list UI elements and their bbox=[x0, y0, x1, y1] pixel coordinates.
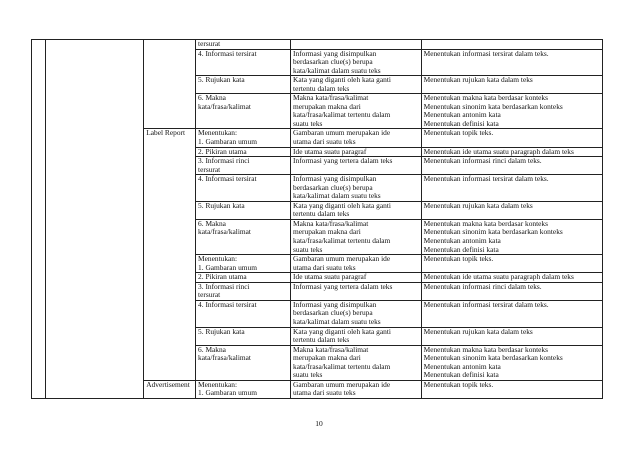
material-line: Informasi yang disimpulkan bbox=[293, 300, 377, 309]
description-cell bbox=[421, 40, 602, 50]
material-cell bbox=[291, 76, 422, 94]
description-line: Menentukan sinonim kata berdasarkan konteks bbox=[423, 353, 563, 363]
material-cell bbox=[291, 282, 422, 300]
material-cell bbox=[291, 345, 422, 380]
description-line: Menentukan informasi rinci dalam teks. bbox=[423, 156, 542, 166]
material-line: Gambaran umum merupakan ide bbox=[293, 380, 391, 389]
material-cell bbox=[291, 327, 422, 345]
description-line: Menentukan ide utama suatu paragraph dalam teks bbox=[423, 272, 574, 282]
description-cell bbox=[421, 175, 602, 202]
material-cell bbox=[291, 49, 422, 76]
indicator-line: 3. Informasi rinci bbox=[198, 282, 250, 291]
material-line: Informasi yang tertera dalam teks bbox=[293, 156, 393, 166]
material-cell bbox=[291, 201, 422, 219]
competency-column-cell bbox=[46, 40, 144, 399]
indicator-line: Menentukan: bbox=[198, 380, 238, 389]
indicator-cell bbox=[196, 255, 291, 273]
indicator-cell bbox=[196, 129, 291, 147]
indicator-cell bbox=[196, 380, 291, 398]
material-line: Kata yang diganti oleh kata ganti bbox=[293, 327, 391, 336]
description-cell bbox=[421, 327, 602, 345]
description-cell bbox=[421, 129, 602, 147]
indicator-line: 2. Pikiran utama bbox=[198, 272, 247, 282]
indicator-line: 5. Rujukan kata bbox=[198, 327, 245, 336]
description-line: Menentukan definisi kata bbox=[423, 370, 499, 380]
description-cell bbox=[421, 201, 602, 219]
description-cell bbox=[421, 282, 602, 300]
indicator-line: 6. Makna bbox=[198, 93, 226, 103]
material-cell bbox=[291, 300, 422, 327]
description-line: Menentukan makna kata berdasar konteks bbox=[423, 93, 548, 103]
description-cell bbox=[421, 380, 602, 398]
material-line: Kata yang diganti oleh kata ganti bbox=[293, 201, 391, 210]
description-line: Menentukan informasi tersirat dalam teks. bbox=[423, 174, 549, 184]
indicator-cell bbox=[196, 201, 291, 219]
material-line: merupakan makna dari bbox=[293, 353, 361, 363]
description-line: Menentukan makna kata berdasar konteks bbox=[423, 219, 548, 228]
indicator-cell bbox=[196, 345, 291, 380]
indicator-line: kata/frasa/kalimat bbox=[198, 101, 251, 111]
indicator-cell bbox=[196, 282, 291, 300]
material-cell bbox=[291, 40, 422, 50]
description-cell bbox=[421, 255, 602, 273]
indicator-line: 4. Informasi tersirat bbox=[198, 174, 257, 184]
material-line: Informasi yang tertera dalam teks bbox=[293, 282, 393, 291]
description-cell bbox=[421, 157, 602, 175]
description-line: Menentukan informasi tersirat dalam teks. bbox=[423, 49, 549, 58]
competency-table bbox=[31, 39, 603, 399]
material-line: kata/frasa/kalimat tertentu dalam bbox=[293, 110, 391, 120]
indicator-line: tersurat bbox=[198, 290, 221, 300]
indicator-line: tersurat bbox=[198, 39, 221, 48]
description-cell bbox=[421, 76, 602, 94]
indicator-line: kata/frasa/kalimat bbox=[198, 353, 251, 363]
material-line: kata/frasa/kalimat tertentu dalam bbox=[293, 236, 391, 246]
description-cell bbox=[421, 219, 602, 254]
indicator-line: 3. Informasi rinci bbox=[198, 156, 250, 166]
indicator-line: 1. Gambaran umum bbox=[198, 388, 257, 398]
material-cell bbox=[291, 147, 422, 157]
description-cell bbox=[421, 94, 602, 129]
material-line: Ide utama suatu paragraf bbox=[293, 147, 367, 156]
description-line: Menentukan antonim kata bbox=[423, 236, 501, 246]
description-line: Menentukan antonim kata bbox=[423, 361, 501, 371]
indicator-line: 4. Informasi tersirat bbox=[198, 49, 257, 58]
material-cell bbox=[291, 94, 422, 129]
description-line: Menentukan rujukan kata dalam teks bbox=[423, 201, 533, 210]
material-line: kata/kalimat dalam suatu teks bbox=[293, 316, 381, 326]
description-line: Menentukan sinonim kata berdasarkan konteks bbox=[423, 101, 563, 111]
material-line: tertentu dalam teks bbox=[293, 83, 350, 93]
description-cell bbox=[421, 49, 602, 76]
material-line: berdasarkan clue(s) berupa bbox=[293, 57, 373, 67]
table-body bbox=[32, 40, 603, 399]
material-line: Informasi yang disimpulkan bbox=[293, 49, 377, 58]
indicator-cell bbox=[196, 147, 291, 157]
description-line: Menentukan informasi tersirat dalam teks. bbox=[423, 300, 549, 309]
indicator-cell bbox=[196, 327, 291, 345]
indicator-line: 5. Rujukan kata bbox=[198, 201, 245, 210]
material-line: Ide utama suatu paragraf bbox=[293, 272, 367, 282]
material-line: Makna kata/frasa/kalimat bbox=[293, 345, 369, 354]
indicator-line: 2. Pikiran utama bbox=[198, 147, 247, 156]
description-line: Menentukan sinonim kata berdasarkan konteks bbox=[423, 227, 563, 237]
material-line: Makna kata/frasa/kalimat bbox=[293, 93, 369, 103]
description-line: Menentukan definisi kata bbox=[423, 118, 499, 128]
indicator-cell bbox=[196, 300, 291, 327]
indicator-cell bbox=[196, 94, 291, 129]
material-line: Kata yang diganti oleh kata ganti bbox=[293, 75, 391, 85]
description-line: Menentukan topik teks. bbox=[423, 254, 494, 264]
material-cell bbox=[291, 219, 422, 254]
indicator-cell bbox=[196, 76, 291, 94]
description-line: Menentukan ide utama suatu paragraph dalam teks bbox=[423, 147, 574, 156]
material-line: kata/kalimat dalam suatu teks bbox=[293, 191, 381, 201]
material-line: merupakan makna dari bbox=[293, 227, 361, 237]
text-type-cell: Label Report bbox=[144, 129, 196, 380]
indicator-cell bbox=[196, 175, 291, 202]
page-number: 10 bbox=[315, 419, 323, 428]
indicator-line: kata/frasa/kalimat bbox=[198, 227, 251, 237]
indicator-line: 1. Gambaran umum bbox=[198, 262, 257, 272]
indicator-line: Menentukan: bbox=[198, 128, 238, 138]
material-line: merupakan makna dari bbox=[293, 101, 361, 111]
description-line: Menentukan makna kata berdasar konteks bbox=[423, 345, 548, 354]
material-line: Gambaran umum merupakan ide bbox=[293, 254, 391, 264]
description-cell bbox=[421, 345, 602, 380]
description-cell bbox=[421, 300, 602, 327]
indicator-line: 1. Gambaran umum bbox=[198, 137, 257, 147]
indicator-line: 6. Makna bbox=[198, 219, 226, 228]
indicator-cell bbox=[196, 273, 291, 283]
text-type-cell bbox=[144, 40, 196, 129]
material-cell bbox=[291, 175, 422, 202]
material-line: suatu teks bbox=[293, 370, 323, 380]
description-line: Menentukan informasi rinci dalam teks. bbox=[423, 282, 542, 291]
material-line: berdasarkan clue(s) berupa bbox=[293, 182, 373, 192]
description-line: Menentukan antonim kata bbox=[423, 110, 501, 120]
description-line: Menentukan rujukan kata dalam teks bbox=[423, 75, 533, 85]
material-line: tertentu dalam teks bbox=[293, 209, 350, 219]
description-line: Menentukan rujukan kata dalam teks bbox=[423, 327, 533, 336]
material-cell bbox=[291, 129, 422, 147]
material-cell bbox=[291, 255, 422, 273]
material-line: tertentu dalam teks bbox=[293, 335, 350, 345]
indicator-cell bbox=[196, 157, 291, 175]
indicator-line: 6. Makna bbox=[198, 345, 226, 354]
material-line: Makna kata/frasa/kalimat bbox=[293, 219, 369, 228]
description-line: Menentukan topik teks. bbox=[423, 128, 494, 138]
material-line: suatu teks bbox=[293, 118, 323, 128]
material-line: utama dari suatu teks bbox=[293, 262, 356, 272]
text-type-cell: Advertisement bbox=[144, 380, 196, 398]
indicator-cell bbox=[196, 49, 291, 76]
material-cell bbox=[291, 380, 422, 398]
material-line: kata/kalimat dalam suatu teks bbox=[293, 65, 381, 75]
material-line: suatu teks bbox=[293, 244, 323, 254]
material-line: utama dari suatu teks bbox=[293, 388, 356, 398]
material-line: kata/frasa/kalimat tertentu dalam bbox=[293, 361, 391, 371]
material-line: Gambaran umum merupakan ide bbox=[293, 128, 391, 138]
indicator-line: 4. Informasi tersirat bbox=[198, 300, 257, 309]
material-cell bbox=[291, 157, 422, 175]
description-line: Menentukan definisi kata bbox=[423, 244, 499, 254]
description-cell bbox=[421, 147, 602, 157]
description-cell bbox=[421, 273, 602, 283]
number-column-cell bbox=[32, 40, 46, 399]
indicator-cell bbox=[196, 219, 291, 254]
material-line: Informasi yang disimpulkan bbox=[293, 174, 377, 184]
material-line: berdasarkan clue(s) berupa bbox=[293, 308, 373, 318]
indicator-cell bbox=[196, 40, 291, 50]
indicator-line: 5. Rujukan kata bbox=[198, 75, 245, 85]
table-row bbox=[32, 40, 603, 50]
material-line: utama dari suatu teks bbox=[293, 137, 356, 147]
indicator-line: tersurat bbox=[198, 164, 221, 174]
material-cell bbox=[291, 273, 422, 283]
description-line: Menentukan topik teks. bbox=[423, 380, 494, 389]
indicator-line: Menentukan: bbox=[198, 254, 238, 264]
